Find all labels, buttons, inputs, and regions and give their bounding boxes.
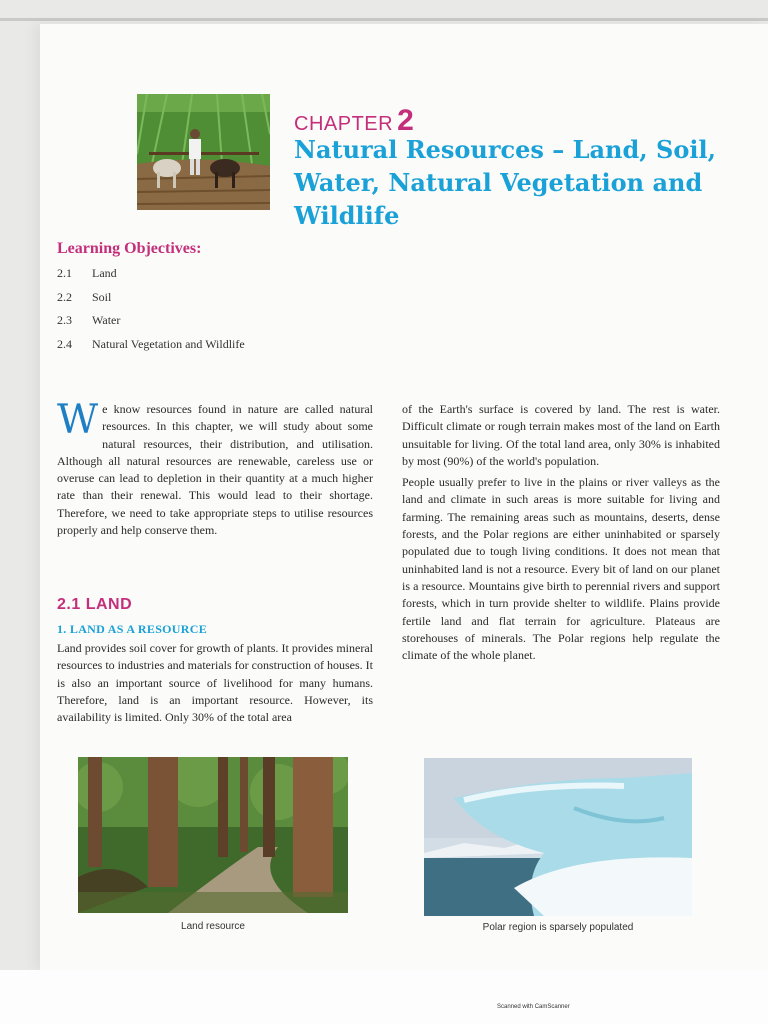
forest-photo [78,757,348,913]
polar-caption: Polar region is sparsely populated [482,922,634,933]
objective-text: Soil [92,289,112,304]
objective-number: 2.4 [57,336,72,351]
chapter-number: 2 [397,104,415,137]
objective-text: Land [92,266,117,280]
land-paragraph-right [402,401,720,664]
objective-number: 2.1 [57,266,72,280]
chapter-title: Natural Resources – Land, Soil, Water, Natural Vegetation and Wildlife [294,135,716,230]
scan-margin [0,970,768,1024]
forest-caption: Land resource [181,921,245,932]
land-text-left: Land provides soil cover for growth of plants. It provides mineral resources to industries and materials for construction of houses. It is also an important source of livelihood for many humans. Therefore, land is an important resource. However, its availability is limited. Only 30% of the total area [57,641,373,725]
land-text-right-1: of the Earth's surface is covered by land. The rest is water. Difficult climate or rough terrain makes most of the land on Earth unsuitable for living. Of the total land area, only 30% is inhabited by most (90%) of the world's population. [402,402,720,468]
land-paragraph-left [57,640,373,726]
objective-item [57,290,245,314]
intro-text: e know resources found in nature are called natural resources. In this chapter, we will study about some natural resources, their distribution, and utilisation. Although all natural resources are renewable, careless use or overuse can lead to depletion in their quantity at a much higher rate than their renewal. This would lead to their shortage. Therefore, we need to take appropriate steps to utilise resources properly and help conserve them. [57,402,373,538]
subheading-land-as-resource: 1. LAND AS A RESOURCE [57,622,208,636]
objective-text: Water [92,313,121,327]
section-heading-land: 2.1 LAND [57,596,133,613]
polar-photo [424,758,692,916]
intro-paragraph [57,397,373,539]
learning-objectives-heading: Learning Objectives: [57,240,202,257]
chapter-label-text: CHAPTER [294,113,394,135]
objective-item [57,266,245,290]
page-top-edge [0,18,768,21]
objective-item [57,337,245,361]
objective-number: 2.2 [57,289,72,304]
learning-objectives-list [57,266,245,360]
objective-text: Natural Vegetation and Wildlife [92,336,245,351]
scanner-watermark: Scanned with CamScanner [497,1004,570,1010]
land-text-right-2: People usually prefer to live in the plains or river valleys as the land and climate in such areas is more suitable for living and farming. The remaining areas such as mountains, deserts, dense forests, and the Polar regions are either uninhabited or sparsely populated due to tough living conditions. It does not mean that uninhabited land is not a resource. Every bit of land on our planet is a resource. Mountains give birth to perennial rivers and support forests, which in turn provide shelter to wildlife. Plains provide fertile land and flat terrain for agriculture. Plateaus are storehouses of minerals. The Polar regions help regulate the climate of the whole planet. [402,475,720,663]
objective-number: 2.3 [57,313,72,327]
chapter-photo-farmer-oxen [137,94,270,210]
intro-dropcap: W [57,397,99,443]
objective-item [57,313,245,337]
